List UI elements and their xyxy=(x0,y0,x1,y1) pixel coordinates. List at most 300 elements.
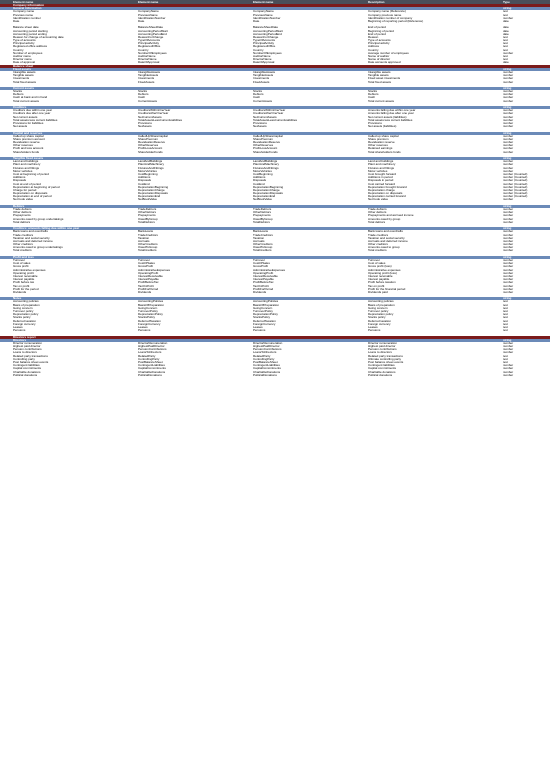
table-cell[interactable]: DeferredTaxation xyxy=(138,319,161,323)
table-cell[interactable]: MotorVehicles xyxy=(253,169,272,173)
table-cell[interactable]: Date xyxy=(13,19,20,23)
table-cell[interactable]: Company previous name xyxy=(368,13,402,17)
table-cell[interactable]: Provisions xyxy=(368,121,382,125)
table-cell[interactable]: ProfitBeforeTax xyxy=(253,281,274,285)
table-cell[interactable]: date xyxy=(503,32,509,36)
table-cell[interactable]: text xyxy=(503,39,508,43)
table-cell[interactable]: number (Counted) xyxy=(503,179,528,183)
table-cell[interactable]: LandAndBuildings xyxy=(253,160,278,164)
table-cell[interactable]: CostEnd xyxy=(138,182,150,186)
table-cell[interactable]: Notes xyxy=(13,297,22,301)
table-cell[interactable]: Interest payable xyxy=(368,278,390,282)
table-cell[interactable]: Stocks xyxy=(253,90,263,94)
table-cell[interactable]: Basis of preparation xyxy=(368,303,395,307)
table-cell[interactable]: number xyxy=(503,80,514,84)
table-cell[interactable]: number xyxy=(503,367,514,371)
table-cell[interactable]: PoliticalDonations xyxy=(138,373,162,377)
table-cell[interactable]: number xyxy=(503,249,514,253)
table-cell[interactable]: InterestReceivable xyxy=(253,274,278,278)
table-cell[interactable]: Pensions xyxy=(13,329,26,333)
table-cell[interactable]: OwedByGroup xyxy=(253,217,273,221)
table-cell[interactable]: Accruals xyxy=(138,239,150,243)
table-cell[interactable]: ForeignCurrency xyxy=(253,322,276,326)
table-cell[interactable]: number (Counted) xyxy=(503,185,528,189)
table-cell[interactable]: Capital and reserves xyxy=(13,131,43,135)
table-cell[interactable]: number xyxy=(503,262,514,266)
table-cell[interactable]: Profit before tax xyxy=(13,281,35,285)
table-cell[interactable]: Interest receivable xyxy=(368,274,393,278)
table-cell[interactable]: Charitable donations xyxy=(13,370,41,374)
table-cell[interactable]: DepreciationDisposals xyxy=(253,192,283,196)
table-cell[interactable]: string xyxy=(503,131,512,135)
table-cell[interactable]: Land and buildings xyxy=(13,160,39,164)
table-cell[interactable]: Tangible assets xyxy=(13,74,34,78)
table-cell[interactable]: CostBeginning xyxy=(253,172,273,176)
table-cell[interactable]: IdentificationNumber xyxy=(253,16,281,20)
table-cell[interactable]: OtherCreditors xyxy=(138,243,158,247)
table-cell[interactable]: text xyxy=(503,35,508,39)
table-cell[interactable]: Reason for change of accounting date xyxy=(13,35,64,39)
table-cell[interactable]: Ultimate controlling party xyxy=(368,357,402,361)
table-cell[interactable]: AccountingPeriodStart xyxy=(138,29,168,33)
table-cell[interactable]: text xyxy=(503,316,508,320)
table-cell[interactable]: Fixtures and fittings xyxy=(368,166,395,170)
table-cell[interactable]: Accruals xyxy=(253,239,265,243)
table-cell[interactable]: Taxation xyxy=(253,236,265,240)
table-cell[interactable]: Date xyxy=(138,19,145,23)
table-cell[interactable]: number xyxy=(503,265,514,269)
table-cell[interactable]: Turnover xyxy=(368,259,380,262)
table-cell[interactable]: TangibleAssets xyxy=(253,74,274,78)
table-cell[interactable]: text xyxy=(503,313,508,317)
table-cell[interactable]: PreviousName xyxy=(253,13,273,17)
table-cell[interactable]: string xyxy=(503,67,512,71)
table-cell[interactable]: number xyxy=(503,96,514,100)
table-cell[interactable]: BasisOfPreparation xyxy=(253,303,280,307)
table-cell[interactable]: Amounts owed by group xyxy=(368,217,401,221)
table-cell[interactable]: ShareholderFunds xyxy=(253,150,278,154)
table-cell[interactable]: Previous name xyxy=(13,13,34,17)
table-cell[interactable]: Shareholders funds xyxy=(13,150,40,154)
table-cell[interactable]: text xyxy=(503,300,508,304)
table-cell[interactable]: NetCurrentAssets xyxy=(253,115,277,119)
table-cell[interactable]: OwedToGroup xyxy=(253,246,273,250)
table-cell[interactable]: ControllingParty xyxy=(253,357,275,361)
table-cell[interactable]: Highest paid director xyxy=(368,345,396,349)
table-cell[interactable]: Net current assets (liabilities) xyxy=(368,115,407,119)
table-cell[interactable]: number xyxy=(503,211,514,215)
table-cell[interactable]: Plant and machinery xyxy=(368,163,396,167)
table-cell[interactable]: CostOfSales xyxy=(138,262,155,266)
table-cell[interactable]: Basis of preparation xyxy=(13,303,40,307)
table-cell[interactable]: text xyxy=(503,48,508,52)
table-cell[interactable]: CreditorsAfterOneYear xyxy=(253,112,284,116)
table-cell[interactable]: FixturesAndFittings xyxy=(138,166,164,170)
table-cell[interactable]: DepreciationBeginning xyxy=(253,185,284,189)
table-cell[interactable]: ContingentLiabilities xyxy=(253,364,280,368)
table-cell[interactable]: number (Counted) xyxy=(503,172,528,176)
table-cell[interactable]: Stocks xyxy=(138,90,148,94)
table-cell[interactable]: RelatedParty xyxy=(253,354,271,358)
table-cell[interactable]: AccountingPolicies xyxy=(253,300,279,304)
table-cell[interactable]: GoingConcern xyxy=(138,306,158,310)
table-cell[interactable]: Debtors xyxy=(138,93,149,97)
table-cell[interactable]: OtherReserves xyxy=(138,144,159,148)
table-cell[interactable]: Accounting period starting xyxy=(13,29,48,33)
table-cell[interactable]: TypeOfAccounts xyxy=(253,39,276,43)
table-cell[interactable]: number xyxy=(503,137,514,141)
table-cell[interactable]: AdministrativeExpenses xyxy=(253,268,286,272)
table-cell[interactable]: Plant and machinery xyxy=(13,163,41,167)
table-cell[interactable]: ProfitLossAccount xyxy=(253,147,278,151)
table-cell[interactable]: AuditorName xyxy=(253,55,271,58)
table-cell[interactable]: Net assets xyxy=(13,125,28,129)
table-cell[interactable]: TurnoverPolicy xyxy=(138,310,158,313)
table-cell[interactable]: Stocks policy xyxy=(368,316,386,320)
table-cell[interactable]: date xyxy=(503,29,509,33)
table-cell[interactable]: number xyxy=(503,166,514,170)
table-cell[interactable]: Total assets less current liabilities xyxy=(13,118,58,122)
table-cell[interactable]: number xyxy=(503,16,514,20)
table-cell[interactable]: number xyxy=(503,51,514,55)
table-cell[interactable]: ProfitForPeriod xyxy=(138,287,159,291)
table-cell[interactable]: Contingent liabilities xyxy=(368,364,395,368)
table-cell[interactable]: Accounting policies xyxy=(13,300,39,304)
table-cell[interactable]: Type of accounts xyxy=(13,39,36,43)
table-cell[interactable]: number xyxy=(503,281,514,285)
table-cell[interactable]: ReasonForChange xyxy=(138,35,164,39)
table-cell[interactable]: Capital commitments xyxy=(368,367,397,371)
table-cell[interactable]: Cost brought forward xyxy=(368,172,397,176)
table-cell[interactable]: Called up share capital xyxy=(368,134,399,138)
table-cell[interactable]: SharePremium xyxy=(253,137,274,141)
table-cell[interactable]: Pensions xyxy=(138,329,151,333)
table-cell[interactable]: Trade creditors xyxy=(13,233,34,237)
table-cell[interactable]: number xyxy=(503,70,514,74)
table-cell[interactable]: Profit and loss account xyxy=(13,147,44,151)
table-cell[interactable]: Leases xyxy=(13,325,23,329)
table-cell[interactable]: Going concern xyxy=(13,306,33,310)
table-cell[interactable]: OwedToGroup xyxy=(138,246,158,250)
table-cell[interactable]: PrincipalActivity xyxy=(138,42,160,46)
table-cell[interactable]: CostEnd xyxy=(253,182,265,186)
table-cell[interactable]: number xyxy=(503,230,514,234)
table-cell[interactable]: Cash xyxy=(368,96,376,100)
table-cell[interactable]: Dividends paid xyxy=(368,290,388,294)
table-cell[interactable]: Total debtors xyxy=(13,220,31,224)
table-cell[interactable]: Additions xyxy=(13,176,26,180)
table-cell[interactable]: Foreign currency xyxy=(13,322,36,326)
table-cell[interactable]: MotorVehicles xyxy=(138,169,157,173)
table-cell[interactable]: Other debtors xyxy=(368,211,387,215)
table-cell[interactable]: Loans to directors xyxy=(368,351,392,355)
table-cell[interactable]: text xyxy=(503,306,508,310)
table-cell[interactable]: Related party transactions xyxy=(368,354,403,358)
table-cell[interactable]: InterestPayable xyxy=(253,278,274,282)
table-cell[interactable]: number xyxy=(503,284,514,288)
table-cell[interactable]: Total shareholders funds xyxy=(368,150,401,154)
table-cell[interactable]: CapitalCommitments xyxy=(138,367,166,371)
table-cell[interactable]: PostBalanceSheet xyxy=(253,361,278,364)
table-cell[interactable]: number xyxy=(503,220,514,224)
table-cell[interactable]: BankLoans xyxy=(253,230,269,234)
table-cell[interactable]: string xyxy=(503,297,512,301)
table-cell[interactable]: Stocks xyxy=(368,90,378,94)
table-cell[interactable]: Total creditors xyxy=(13,249,32,253)
table-cell[interactable]: text xyxy=(503,354,508,358)
table-cell[interactable]: Company information xyxy=(13,4,45,7)
table-cell[interactable]: PostBalanceSheet xyxy=(138,361,163,364)
table-cell[interactable]: LoansToDirectors xyxy=(253,351,277,355)
table-cell[interactable]: NetBookValue xyxy=(253,198,272,202)
table-cell[interactable]: NumberOfEmployees xyxy=(138,51,167,55)
table-cell[interactable]: number xyxy=(503,370,514,374)
table-cell[interactable]: number xyxy=(503,112,514,116)
table-cell[interactable]: Foreign currency xyxy=(368,322,391,326)
table-cell[interactable]: End of period xyxy=(368,32,386,36)
table-cell[interactable]: TangibleAssets xyxy=(138,74,159,78)
table-cell[interactable]: Country xyxy=(253,48,264,52)
table-cell[interactable]: Revaluation reserve xyxy=(13,141,40,145)
table-cell[interactable]: number xyxy=(503,271,514,275)
table-cell[interactable]: Creditors due after one year xyxy=(13,112,51,116)
table-cell[interactable]: Loans to directors xyxy=(13,351,37,355)
table-cell[interactable]: CalledUpShareCapital xyxy=(253,134,283,138)
table-cell[interactable]: DepreciationEnd xyxy=(253,195,276,199)
table-cell[interactable]: IntangibleAssets xyxy=(253,70,276,74)
table-cell[interactable]: number xyxy=(503,160,514,164)
table-cell[interactable]: PlantAndMachinery xyxy=(253,163,280,167)
table-cell[interactable]: Operating profit xyxy=(13,271,34,275)
table-cell[interactable]: Other debtors xyxy=(13,211,32,215)
table-cell[interactable]: Pension contributions xyxy=(368,348,397,352)
table-cell[interactable]: text xyxy=(503,13,508,17)
table-cell[interactable]: Pension contributions xyxy=(13,348,42,352)
table-cell[interactable]: General information xyxy=(13,7,42,11)
table-cell[interactable]: number (Counted) xyxy=(503,195,528,199)
table-cell[interactable]: Amounts falling due within one year xyxy=(368,109,416,113)
table-cell[interactable]: Leases xyxy=(368,325,378,329)
table-cell[interactable]: Date accounts approved xyxy=(368,61,401,65)
table-cell[interactable]: OperatingProfit xyxy=(253,271,274,275)
table-cell[interactable]: number xyxy=(503,217,514,221)
table-cell[interactable]: text xyxy=(503,310,508,313)
table-cell[interactable]: Beginning of period xyxy=(368,29,394,33)
table-cell[interactable]: number xyxy=(503,163,514,167)
table-cell[interactable]: OtherCreditors xyxy=(253,243,273,247)
table-cell[interactable]: string xyxy=(503,227,512,231)
table-cell[interactable]: text xyxy=(503,319,508,323)
table-cell[interactable]: Post balance sheet events xyxy=(368,361,404,364)
table-cell[interactable]: Amounts owed by group undertakings xyxy=(13,217,64,221)
table-cell[interactable]: Profit before taxation xyxy=(368,281,396,285)
table-cell[interactable]: Contingent liabilities xyxy=(13,364,40,368)
table-cell[interactable]: TradeCreditors xyxy=(253,233,273,237)
table-cell[interactable]: ContingentLiabilities xyxy=(138,364,165,368)
table-cell[interactable]: number xyxy=(503,141,514,145)
table-cell[interactable]: Principal activity xyxy=(368,42,390,46)
table-cell[interactable]: OperatingProfit xyxy=(138,271,159,275)
table-cell[interactable]: Charitable donations xyxy=(368,370,396,374)
table-cell[interactable]: Amounts falling due after one year xyxy=(368,112,414,116)
table-cell[interactable]: Interest payable xyxy=(13,278,35,282)
table-cell[interactable]: CreditorsWithinOneYear xyxy=(138,109,171,113)
table-cell[interactable]: Stocks policy xyxy=(13,316,31,320)
table-cell[interactable]: number xyxy=(503,364,514,368)
table-cell[interactable]: text xyxy=(503,42,508,46)
table-cell[interactable]: Type of accounts xyxy=(368,39,391,43)
table-cell[interactable]: CalledUpShareCapital xyxy=(138,134,168,138)
table-cell[interactable]: Cost carried forward xyxy=(368,182,396,186)
table-cell[interactable]: string xyxy=(503,157,512,160)
table-cell[interactable]: GrossProfit xyxy=(253,265,269,269)
table-cell[interactable]: Depreciation carried forward xyxy=(368,195,406,199)
table-cell[interactable]: OtherReserves xyxy=(253,144,274,148)
table-cell[interactable]: Other reserves xyxy=(368,144,388,148)
header-col-d[interactable]: Description xyxy=(368,0,385,4)
table-cell[interactable]: Other reserves xyxy=(13,144,33,148)
table-cell[interactable]: TaxOnProfit xyxy=(138,284,154,288)
table-cell[interactable]: Provisions for liabilities xyxy=(13,121,44,125)
table-cell[interactable]: InterestReceivable xyxy=(138,274,163,278)
table-cell[interactable]: Creditors due within one year xyxy=(13,109,53,113)
table-cell[interactable]: BankLoans xyxy=(138,230,154,234)
table-cell[interactable]: RevaluationReserve xyxy=(253,141,281,145)
table-cell[interactable]: Bank loans and overdrafts xyxy=(13,230,48,234)
table-cell[interactable]: LandAndBuildings xyxy=(138,160,163,164)
table-cell[interactable]: TotalAssetsLessCurrentLiabilities xyxy=(253,118,298,122)
table-cell[interactable]: Accruals and deferred income xyxy=(368,239,408,243)
table-cell[interactable]: DepreciationPolicy xyxy=(253,313,278,317)
table-cell[interactable]: TotalDebtors xyxy=(138,220,155,224)
table-cell[interactable]: number xyxy=(503,198,514,202)
table-cell[interactable]: TradeDebtors xyxy=(138,208,157,211)
table-cell[interactable]: Cash xyxy=(138,96,146,100)
table-cell[interactable]: Interest receivable xyxy=(13,274,38,278)
table-cell[interactable]: Related party transactions xyxy=(13,354,48,358)
table-cell[interactable]: CompanyName xyxy=(253,10,274,14)
table-cell[interactable]: number xyxy=(503,246,514,250)
table-cell[interactable]: Total fixed assets xyxy=(368,80,392,84)
table-cell[interactable]: ShareholderFunds xyxy=(138,150,163,154)
table-cell[interactable]: RelatedParty xyxy=(138,354,156,358)
table-cell[interactable]: TradeCreditors xyxy=(138,233,158,237)
table-cell[interactable]: Taxation xyxy=(138,236,150,240)
table-cell[interactable]: Tax on profit xyxy=(13,284,30,288)
table-cell[interactable]: Turnover xyxy=(13,259,25,262)
table-cell[interactable]: BalanceSheetDate xyxy=(253,26,279,30)
table-cell[interactable]: number xyxy=(503,99,514,103)
table-cell[interactable]: RegisteredOffice xyxy=(253,45,276,49)
table-cell[interactable]: Other creditors xyxy=(13,243,33,247)
table-cell[interactable]: number xyxy=(503,239,514,243)
table-cell[interactable]: GrossProfit xyxy=(138,265,154,269)
table-cell[interactable]: Deferred taxation xyxy=(368,319,392,323)
table-cell[interactable]: Creditors xyxy=(13,106,27,109)
table-cell[interactable]: RegisteredOffice xyxy=(138,45,161,49)
table-cell[interactable]: Administrative expenses xyxy=(368,268,401,272)
table-cell[interactable]: Tax on profit xyxy=(368,284,385,288)
table-cell[interactable]: Investments xyxy=(13,77,30,81)
table-cell[interactable]: Pensions xyxy=(368,329,381,333)
table-cell[interactable]: Prepayments xyxy=(138,214,156,218)
table-cell[interactable]: Profit for the period xyxy=(13,287,39,291)
table-cell[interactable]: Total fixed assets xyxy=(13,80,37,84)
table-cell[interactable]: number xyxy=(503,214,514,218)
table-cell[interactable]: number xyxy=(503,341,514,345)
table-cell[interactable]: AccountingPeriodEnd xyxy=(138,32,167,36)
table-cell[interactable]: CurrentAssets xyxy=(253,99,273,103)
table-cell[interactable]: Revaluation reserve xyxy=(368,141,395,145)
table-cell[interactable]: PensionContributions xyxy=(253,348,282,352)
table-cell[interactable]: OtherDebtors xyxy=(138,211,157,215)
table-cell[interactable]: Auditor name xyxy=(13,55,31,58)
table-cell[interactable]: Total creditors xyxy=(368,249,387,253)
table-cell[interactable]: text xyxy=(503,58,508,62)
table-cell[interactable]: Debtors xyxy=(253,93,264,97)
table-cell[interactable]: Registered office address xyxy=(13,45,47,49)
table-cell[interactable]: NetBookValue xyxy=(138,198,157,202)
table-cell[interactable]: string xyxy=(503,338,512,342)
table-cell[interactable]: Additions xyxy=(138,176,151,180)
table-cell[interactable]: Post balance sheet events xyxy=(13,361,49,364)
table-cell[interactable]: CharitableDonations xyxy=(253,370,281,374)
table-cell[interactable]: PrincipalActivity xyxy=(253,42,275,46)
table-cell[interactable]: CostOfSales xyxy=(253,262,270,266)
table-cell[interactable]: Disposals xyxy=(253,179,267,183)
table-cell[interactable]: FixedAssets xyxy=(138,80,155,84)
table-cell[interactable]: Pensions xyxy=(253,329,266,333)
table-cell[interactable]: DepreciationPolicy xyxy=(138,313,163,317)
table-cell[interactable]: Cost at beginning of period xyxy=(13,172,49,176)
table-cell[interactable]: Name of director xyxy=(368,58,391,62)
table-cell[interactable]: Leases xyxy=(253,325,263,329)
table-cell[interactable]: ProfitLossAccount xyxy=(138,147,163,151)
table-cell[interactable]: Average number of employees xyxy=(368,51,409,55)
table-cell[interactable]: Provisions xyxy=(253,121,267,125)
table-cell[interactable]: Depreciation at beginning of period xyxy=(13,185,60,189)
table-cell[interactable]: DepreciationCharge xyxy=(138,188,165,192)
table-cell[interactable]: Fixtures and fittings xyxy=(13,166,40,170)
table-cell[interactable]: TypeOfAccounts xyxy=(138,39,161,43)
table-cell[interactable]: number xyxy=(503,93,514,97)
table-cell[interactable]: Administrative expenses xyxy=(13,268,46,272)
table-cell[interactable]: ProfitBeforeTax xyxy=(138,281,159,285)
table-cell[interactable]: Motor vehicles xyxy=(13,169,33,173)
table-cell[interactable]: Bank loans and overdrafts xyxy=(368,230,403,234)
table-cell[interactable]: number xyxy=(503,290,514,294)
table-cell[interactable]: Tangible assets xyxy=(368,74,389,78)
table-cell[interactable]: Leases xyxy=(138,325,148,329)
table-cell[interactable]: Depreciation on disposals xyxy=(13,192,48,196)
table-cell[interactable]: Country xyxy=(368,48,379,52)
table-cell[interactable]: Turnover xyxy=(253,259,265,262)
table-cell[interactable]: Reason xyxy=(368,35,379,39)
table-cell[interactable]: Turnover xyxy=(138,259,150,262)
table-cell[interactable]: number xyxy=(503,278,514,282)
table-cell[interactable]: Additions in period xyxy=(368,176,393,180)
table-cell[interactable]: ProfitForPeriod xyxy=(253,287,274,291)
table-cell[interactable]: Identification number of company xyxy=(368,16,413,20)
table-cell[interactable]: Cost at end of period xyxy=(13,182,41,186)
table-cell[interactable]: TotalDebtors xyxy=(253,220,270,224)
table-cell[interactable]: Date of approval xyxy=(13,61,36,65)
table-cell[interactable]: Fixed assets xyxy=(13,67,32,71)
table-cell[interactable]: Depreciation brought forward xyxy=(368,185,407,189)
table-cell[interactable]: number xyxy=(503,348,514,352)
table-cell[interactable]: number xyxy=(503,74,514,78)
table-cell[interactable]: Net assets (liabilities) xyxy=(368,125,397,129)
